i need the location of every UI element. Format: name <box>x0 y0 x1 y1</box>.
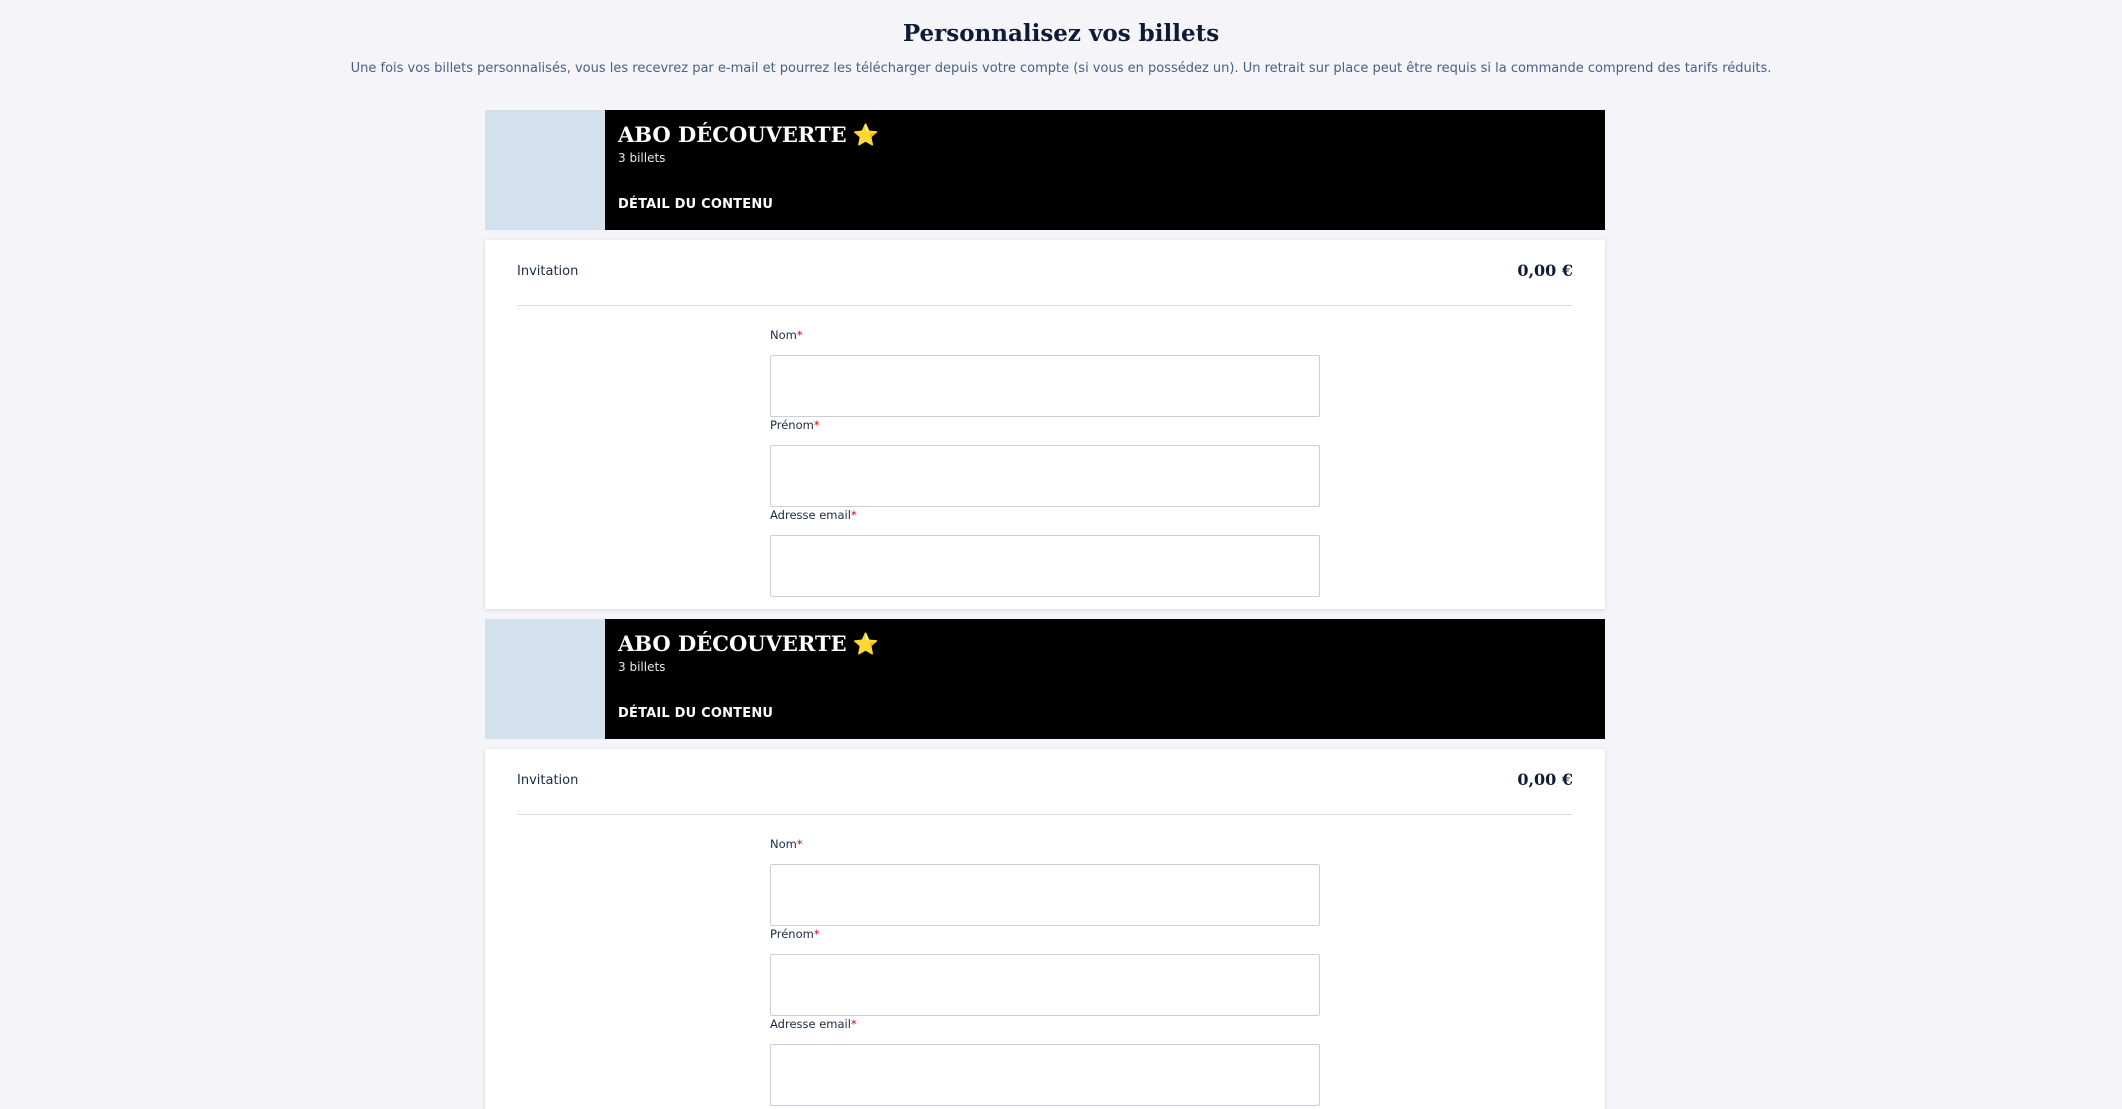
ticket-banner <box>485 110 1605 230</box>
last-name-label <box>770 328 803 342</box>
required-marker: * <box>813 927 820 941</box>
first-name-input[interactable] <box>770 954 1320 1016</box>
ticket-title-text: ABO DÉCOUVERTE <box>618 122 847 147</box>
ticket-form-card <box>485 749 1605 1109</box>
ticket-block <box>485 110 1605 522</box>
first-name-label <box>770 927 820 941</box>
required-marker: * <box>796 837 803 851</box>
star-icon: ⭐ <box>852 632 879 656</box>
star-icon: ⭐ <box>852 123 879 147</box>
last-name-input[interactable] <box>770 864 1320 926</box>
required-marker: * <box>850 1017 857 1031</box>
page-title: Personnalisez vos billets <box>902 20 1220 47</box>
email-label-text: Adresse email <box>770 508 851 522</box>
ticket-count: 3 billets <box>618 151 666 165</box>
first-name-input[interactable] <box>770 445 1320 507</box>
email-label-text: Adresse email <box>770 1017 851 1031</box>
ticket-thumbnail <box>485 619 605 739</box>
email-label <box>770 508 857 522</box>
content-detail-button[interactable]: DÉTAIL DU CONTENU <box>618 706 774 721</box>
ticket-title-text: ABO DÉCOUVERTE <box>618 631 847 656</box>
ticket-block <box>485 619 1605 1031</box>
ticket-form-card <box>485 240 1605 609</box>
first-name-label-text: Prénom <box>770 927 814 941</box>
required-marker: * <box>813 418 820 432</box>
first-name-label <box>770 418 820 432</box>
email-input[interactable] <box>770 1044 1320 1106</box>
last-name-label-text: Nom <box>770 328 797 342</box>
required-marker: * <box>796 328 803 342</box>
rate-name: Invitation <box>517 264 579 279</box>
last-name-label <box>770 837 803 851</box>
email-label <box>770 1017 857 1031</box>
last-name-input[interactable] <box>770 355 1320 417</box>
ticket-title <box>618 631 879 657</box>
first-name-label-text: Prénom <box>770 418 814 432</box>
ticket-banner <box>485 619 1605 739</box>
content-detail-button[interactable]: DÉTAIL DU CONTENU <box>618 197 774 212</box>
rate-header <box>517 749 1573 815</box>
ticket-thumbnail <box>485 110 605 230</box>
email-input[interactable] <box>770 535 1320 597</box>
ticket-count: 3 billets <box>618 660 666 674</box>
ticket-title <box>618 122 879 148</box>
rate-header <box>517 240 1573 306</box>
required-marker: * <box>850 508 857 522</box>
last-name-label-text: Nom <box>770 837 797 851</box>
rate-price: 0,00 € <box>1517 770 1573 789</box>
rate-name: Invitation <box>517 773 579 788</box>
page-subtitle: Une fois vos billets personnalisés, vous les recevrez par e-mail et pourrez les télécharger depuis votre compte (si vous en possédez un). Un retrait sur place peut être requis si la commande comprend des tarifs réduits. <box>350 61 1772 76</box>
rate-price: 0,00 € <box>1517 261 1573 280</box>
